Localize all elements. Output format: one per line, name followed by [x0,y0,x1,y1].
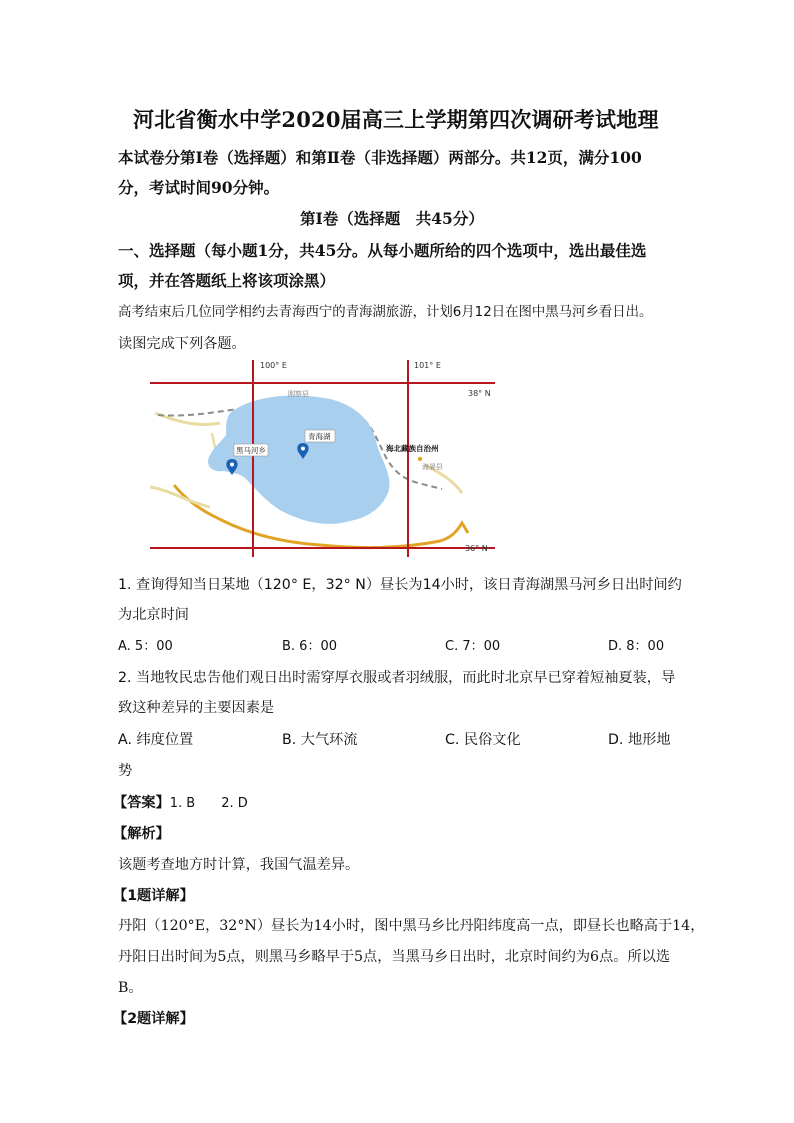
analysis-text: 该题考查地方时计算，我国气温差异。 [118,857,360,873]
section-heading-line-1: 一、选择题（每小题1分，共45分。从每小题所给的四个选项中，选出最佳选 [118,241,647,260]
section-heading-line-2: 项，并在答题纸上将该项涂黑） [118,271,336,290]
question-1-option-c: C. 7：00 [445,639,501,654]
answer-label: 【答案】 [113,795,170,811]
question-2-option-c: C. 民俗文化 [445,732,521,748]
analysis-label: 【解析】 [113,826,170,842]
passage-line-2: 读图完成下列各题。 [118,336,246,352]
label-town: 黑马河乡 [236,446,266,455]
label-lat-36: 36° N [465,544,488,553]
label-county-north: 刚察县 [288,390,309,398]
label-prefecture: 海北藏族自治州 [386,444,439,453]
part1-heading: 第Ⅰ卷（选择题 共45分） [300,209,484,228]
label-lake: 青海湖 [308,432,331,441]
qinghai-lake-map [150,355,495,557]
detail-1-line-1: 丹阳（120°E，32°N）昼长为14小时，图中黑马乡比丹阳纬度高一点，即昼长也略高于14， [118,918,705,934]
question-2-option-d-wrap: 势 [118,763,133,779]
detail-1-line-2: 丹阳日出时间为5点，则黑马乡略早于5点，当黑马乡日出时，北京时间约为6点。所以选 [118,949,671,965]
question-1-line-2: 为北京时间 [118,607,189,623]
label-lat-38: 38° N [468,389,491,398]
question-2-option-d: D. 地形地 [608,732,671,748]
detail-1-label: 【1题详解】 [113,888,194,904]
detail-2-label: 【2题详解】 [113,1011,194,1027]
label-lon-101: 101° E [414,361,441,370]
question-2-line-1: 2. 当地牧民忠告他们观日出时需穿厚衣服或者羽绒服，而此时北京早已穿着短袖夏装，导 [118,670,676,686]
answer-line [113,792,248,812]
question-1-option-b: B. 6：00 [282,639,337,654]
question-2-option-b: B. 大气环流 [282,732,358,748]
question-1-option-a: A. 5：00 [118,639,173,654]
question-2-line-2: 致这种差异的主要因素是 [118,700,275,716]
label-lon-100: 100° E [260,361,287,370]
intro-line-1: 本试卷分第Ⅰ卷（选择题）和第Ⅱ卷（非选择题）两部分。共12页，满分100 [118,148,642,167]
question-1-line-1: 1. 查询得知当日某地（120° E，32° N）昼长为14小时，该日青海湖黑马河乡日出时间约 [118,577,682,593]
question-2-option-a: A. 纬度位置 [118,732,194,748]
question-1-option-d: D. 8：00 [608,639,665,654]
label-county-east: 海晏县 [422,463,443,471]
passage-line-1: 高考结束后几位同学相约去青海西宁的青海湖旅游，计划6月12日在图中黑马河乡看日出。 [118,305,653,320]
answer-value: 1. B 2. D [169,796,248,811]
page-title: 河北省衡水中学2020届高三上学期第四次调研考试地理 [133,107,659,132]
intro-line-2: 分，考试时间90分钟。 [118,178,280,197]
detail-1-line-3: B。 [118,980,143,996]
